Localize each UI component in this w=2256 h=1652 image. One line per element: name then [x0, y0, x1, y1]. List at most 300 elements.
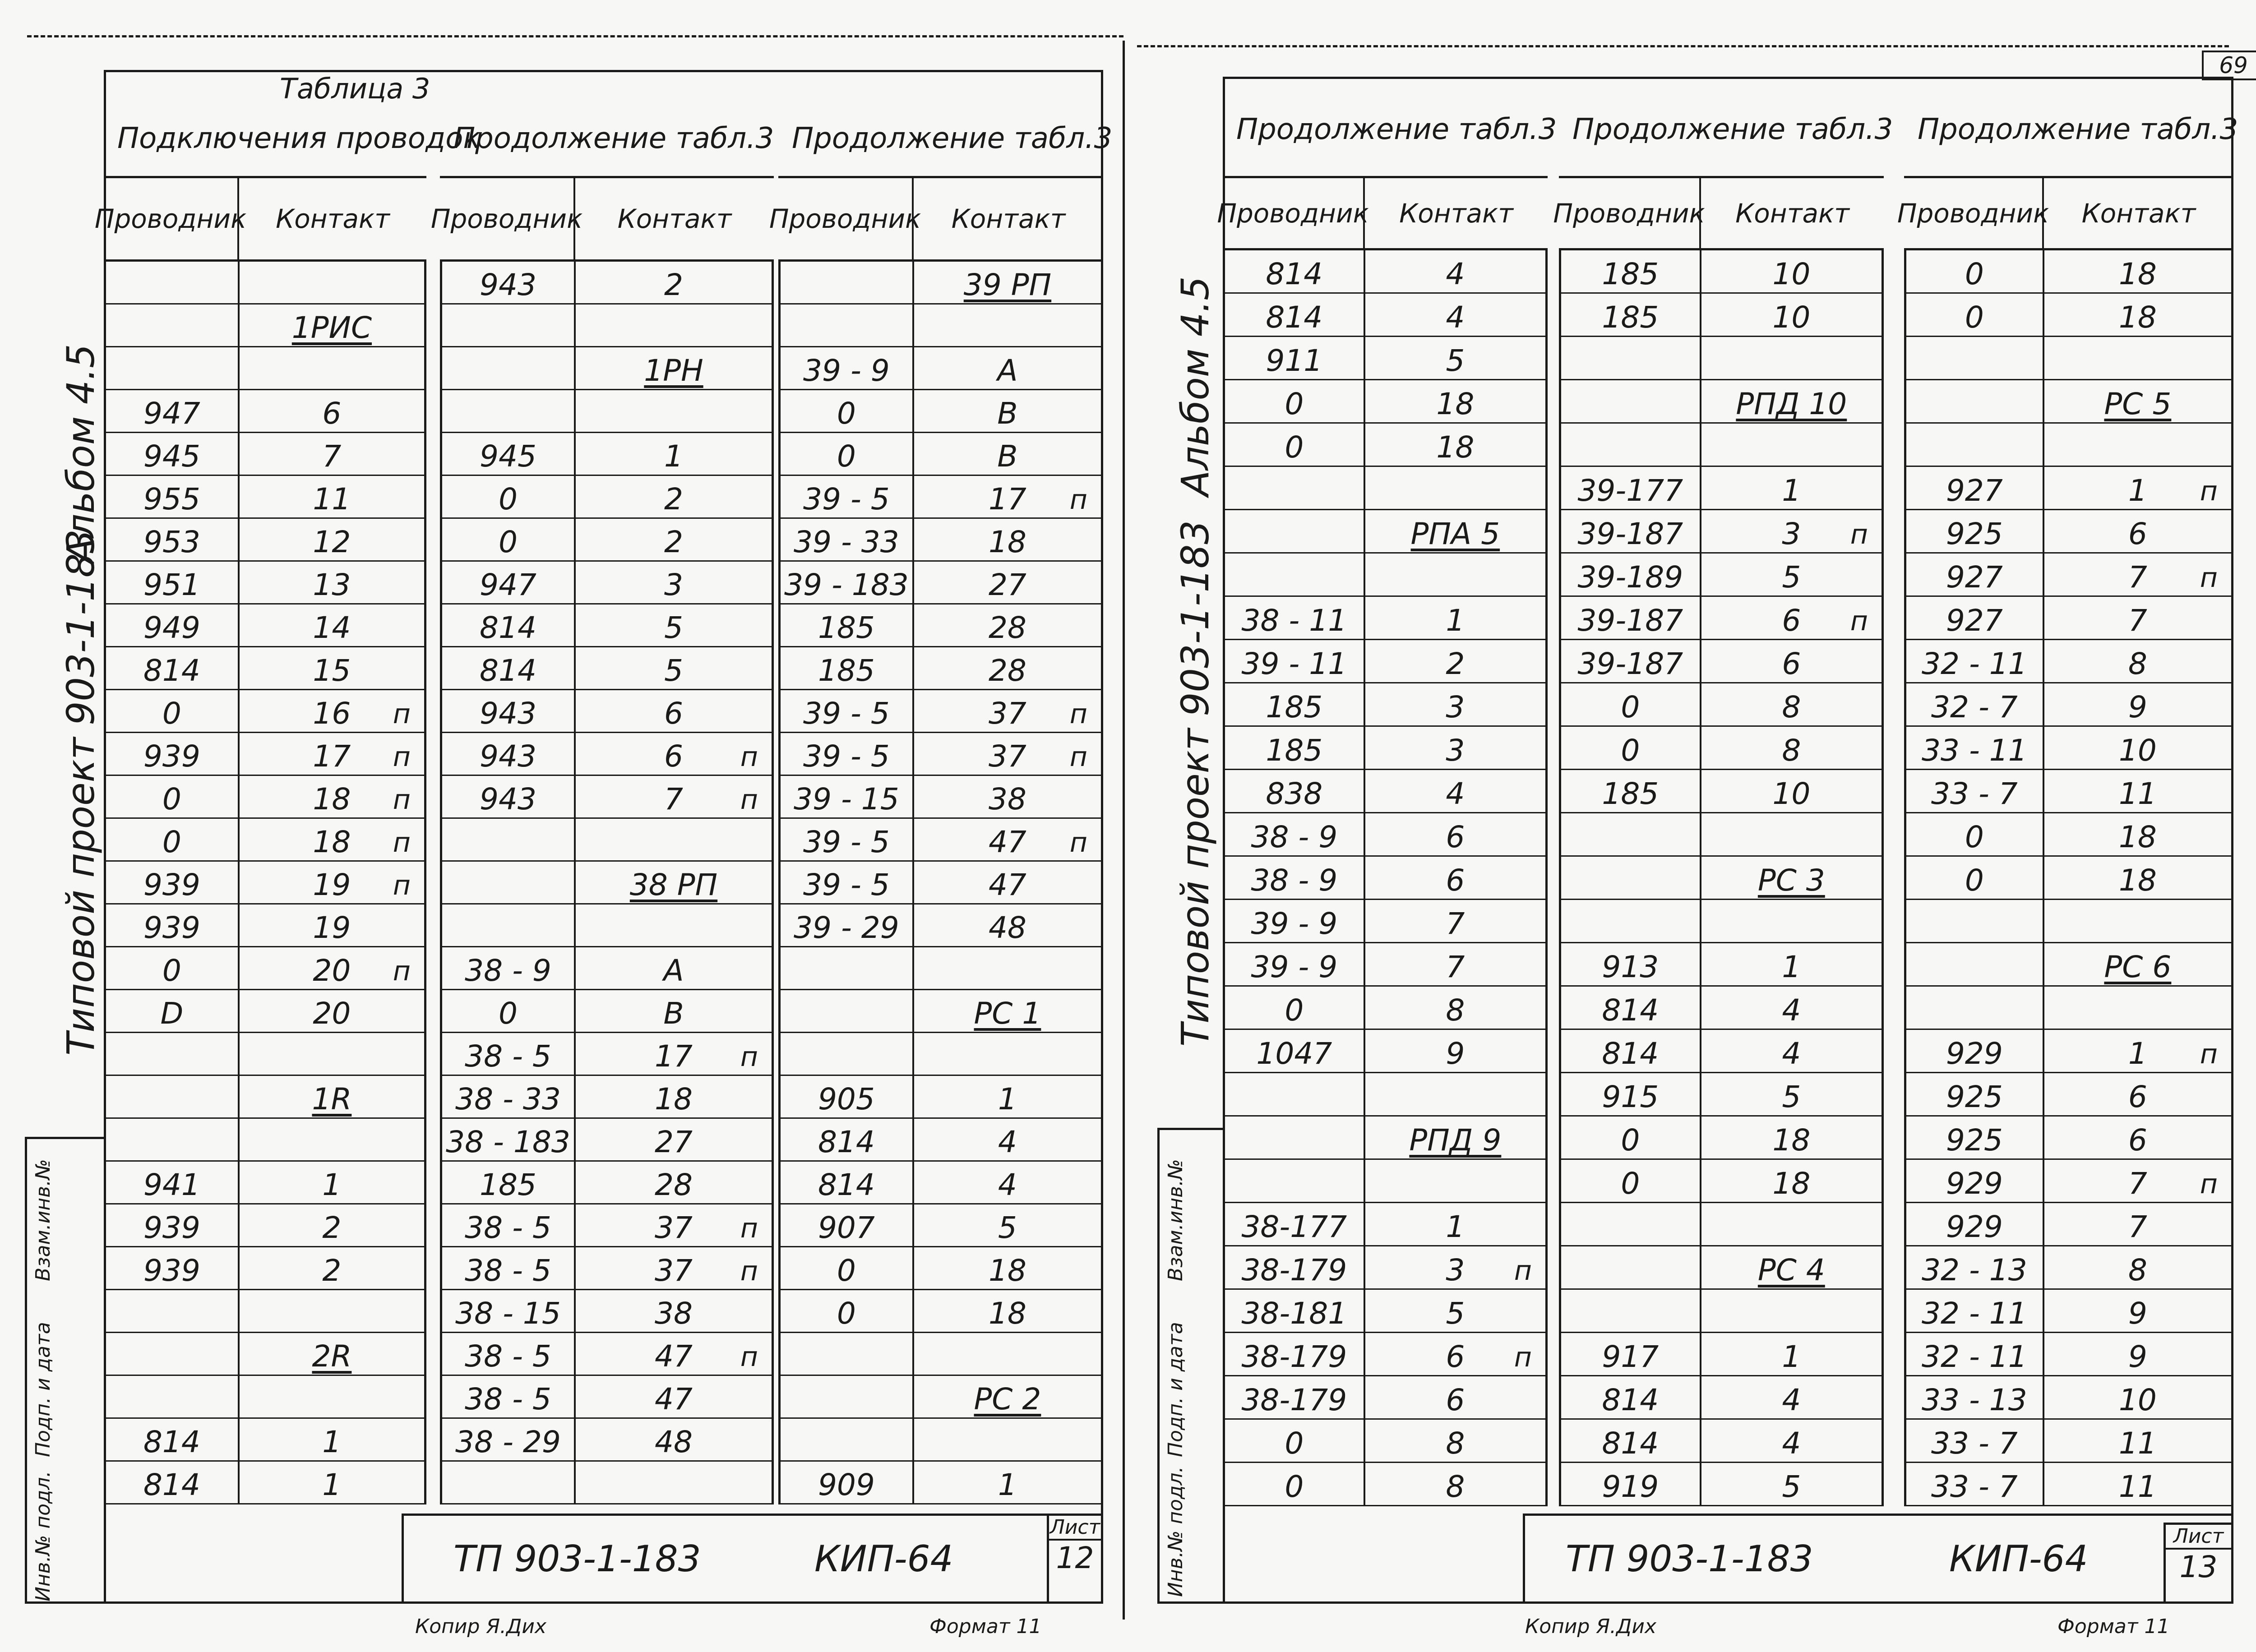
cell-contact-text: 28 — [988, 653, 1026, 688]
cell-contact-text: 9 — [2128, 1296, 2147, 1331]
cell-contact — [1701, 597, 1882, 639]
cell-contact-text: 18 — [313, 825, 351, 859]
cell-flag: п — [393, 784, 411, 816]
cell-contact-text: 6 — [322, 396, 342, 431]
table-row — [1906, 1333, 2231, 1376]
cell-contact — [2044, 510, 2231, 552]
cell-contact-text: 1РН — [644, 353, 703, 388]
side-label-album-right: Альбом 4.5 — [1173, 276, 1217, 496]
cell-contact — [240, 1033, 424, 1075]
table-header — [1217, 176, 1548, 250]
table-row — [781, 1462, 1101, 1504]
table-row — [781, 476, 1101, 519]
cell-conductor — [1225, 1160, 1365, 1202]
cell-flag: п — [1069, 827, 1087, 858]
cell-contact-text: РС 3 — [1757, 863, 1825, 898]
table-header — [1897, 176, 2233, 250]
cell-contact-text: 17 — [988, 482, 1026, 517]
stamp-sign-right: Подп. и дата — [1164, 1322, 1187, 1457]
cell-contact — [576, 1376, 772, 1417]
cell-conductor: 0 — [781, 390, 914, 432]
cell-conductor — [106, 262, 240, 303]
table-row — [781, 862, 1101, 904]
cell-contact — [576, 1033, 772, 1075]
cell-contact — [240, 819, 424, 860]
table-row — [1906, 727, 2231, 770]
cell-conductor: 185 — [1561, 294, 1701, 336]
cell-contact-text: 1 — [1782, 950, 1801, 984]
cell-contact-text: 19 — [313, 868, 351, 902]
cell-conductor: 814 — [781, 1119, 914, 1160]
table-body — [1904, 250, 2233, 1506]
cell-contact — [2044, 727, 2231, 769]
cell-contact — [914, 947, 1101, 989]
table-row — [1225, 294, 1545, 337]
table-row — [1225, 943, 1545, 987]
cell-contact-text: 7 — [2128, 560, 2147, 595]
cell-conductor: 929 — [1906, 1030, 2044, 1072]
cell-contact-text: 47 — [988, 868, 1026, 902]
cell-contact — [240, 1204, 424, 1246]
section-header — [1365, 1117, 1545, 1158]
cell-contact-text: 4 — [1446, 300, 1465, 335]
cell-contact — [1701, 727, 1882, 769]
cell-contact — [914, 690, 1101, 732]
cell-conductor: 945 — [442, 433, 576, 475]
cell-contact — [1701, 467, 1882, 509]
section-header — [240, 1333, 424, 1375]
cell-conductor: 0 — [1561, 683, 1701, 725]
column-header-contact: Контакт — [951, 203, 1066, 234]
table-row — [106, 605, 424, 647]
cell-contact-text: 2 — [664, 525, 683, 559]
cell-contact — [1365, 597, 1545, 639]
cell-contact-text: 7 — [2128, 1166, 2147, 1201]
table-row — [1561, 1420, 1882, 1463]
cell-conductor — [781, 990, 914, 1032]
cell-flag: п — [393, 741, 411, 773]
cell-conductor: 38 - 15 — [442, 1290, 576, 1332]
table-row — [781, 990, 1101, 1033]
cell-conductor — [781, 1376, 914, 1417]
table-row — [442, 1119, 772, 1162]
cell-contact — [240, 347, 424, 389]
cell-contact-text: 8 — [1446, 993, 1465, 1028]
cell-contact — [1701, 294, 1882, 336]
table-row — [442, 1376, 772, 1419]
table-row — [1906, 1376, 2231, 1420]
cell-contact-text: 9 — [1446, 1036, 1465, 1071]
table-row — [1561, 640, 1882, 683]
title-block-mark: КИП-64 — [1949, 1537, 2088, 1580]
footer-copy-left: Копир Я.Дих — [415, 1615, 547, 1638]
table-row — [442, 819, 772, 862]
cell-contact — [1365, 943, 1545, 985]
cell-contact-text: 3 — [664, 568, 683, 602]
cell-conductor: 943 — [442, 690, 576, 732]
cell-contact — [1365, 467, 1545, 509]
cell-contact — [1365, 900, 1545, 942]
cell-contact — [2044, 1073, 2231, 1115]
cell-contact — [1365, 1463, 1545, 1505]
cell-conductor: 943 — [442, 776, 576, 817]
cell-contact-text: 11 — [2118, 1469, 2157, 1504]
table-row — [1225, 380, 1545, 424]
cell-conductor: 0 — [1906, 294, 2044, 336]
cell-conductor: 38-181 — [1225, 1290, 1365, 1332]
cell-conductor — [1906, 424, 2044, 466]
table-row — [1906, 900, 2231, 943]
table-row — [1906, 683, 2231, 727]
cell-contact-text: 1 — [1782, 473, 1801, 508]
cell-contact — [1701, 1203, 1882, 1245]
cell-contact — [576, 690, 772, 732]
cell-contact — [2044, 294, 2231, 336]
cell-contact — [914, 1462, 1101, 1503]
top-border-right — [1137, 45, 2229, 47]
table-row — [781, 690, 1101, 733]
cell-contact-text: 38 — [988, 782, 1026, 817]
cell-contact — [576, 562, 772, 603]
table-header — [94, 176, 426, 262]
cell-contact-text: 11 — [2118, 1426, 2157, 1461]
cell-conductor — [1225, 510, 1365, 552]
cell-contact-text: В — [997, 396, 1018, 431]
cell-contact — [2044, 554, 2231, 595]
cell-contact-text: 37 — [655, 1253, 693, 1288]
cell-contact — [576, 904, 772, 946]
cell-contact — [2044, 1290, 2231, 1332]
table-row — [1225, 1290, 1545, 1333]
table-row — [1906, 813, 2231, 857]
cell-conductor: 0 — [1561, 1117, 1701, 1158]
table-row — [781, 1119, 1101, 1162]
cell-conductor — [1561, 813, 1701, 855]
cell-conductor: 814 — [442, 647, 576, 689]
sheet-number: 12 — [1056, 1541, 1094, 1575]
cell-flag: п — [740, 1213, 758, 1244]
table-row — [781, 1290, 1101, 1333]
cell-conductor — [781, 947, 914, 989]
cell-conductor — [106, 1376, 240, 1417]
cell-contact — [576, 1419, 772, 1460]
cell-conductor: 915 — [1561, 1073, 1701, 1115]
table-row — [106, 1333, 424, 1376]
cell-contact-text: РС 2 — [974, 1382, 1041, 1417]
cell-contact — [1365, 683, 1545, 725]
cell-contact — [914, 1247, 1101, 1289]
table-row — [1561, 424, 1882, 467]
cell-contact — [1701, 1333, 1882, 1375]
cell-contact-text: 47 — [655, 1339, 693, 1374]
table-row — [1225, 1333, 1545, 1376]
cell-contact-text: 28 — [988, 610, 1026, 645]
table-row — [1225, 1376, 1545, 1420]
table-row — [442, 605, 772, 647]
table-row — [1906, 1030, 2231, 1073]
cell-conductor: 39 - 5 — [781, 819, 914, 860]
cell-contact-text: 1 — [1782, 1339, 1801, 1374]
cell-contact-text: 6 — [1782, 646, 1801, 681]
cell-contact — [1365, 987, 1545, 1029]
cell-conductor: 943 — [442, 733, 576, 775]
cell-contact — [576, 1204, 772, 1246]
table-row — [781, 433, 1101, 476]
cell-contact — [576, 1333, 772, 1375]
cell-conductor: 949 — [106, 605, 240, 646]
cell-conductor: 33 - 7 — [1906, 770, 2044, 812]
table-row — [781, 519, 1101, 562]
cell-contact — [1365, 294, 1545, 336]
table-row — [106, 562, 424, 605]
cell-flag: п — [1514, 1255, 1532, 1287]
table-row — [1906, 1160, 2231, 1203]
cell-contact — [914, 562, 1101, 603]
cell-conductor: 32 - 7 — [1906, 683, 2044, 725]
cell-contact — [1701, 813, 1882, 855]
cell-contact — [914, 519, 1101, 560]
cell-contact-text: 8 — [1446, 1426, 1465, 1461]
cell-flag: п — [2200, 1038, 2218, 1070]
cell-conductor: 38 - 5 — [442, 1376, 576, 1417]
cell-contact-text: 6 — [1782, 603, 1801, 638]
cell-contact-text: 18 — [1772, 1123, 1811, 1158]
section-header — [2044, 380, 2231, 422]
cell-contact — [914, 1076, 1101, 1117]
table-row — [781, 1333, 1101, 1376]
table-row — [1906, 380, 2231, 424]
cell-flag: п — [1069, 484, 1087, 516]
cell-contact — [240, 1290, 424, 1332]
cell-contact — [914, 1333, 1101, 1375]
cell-conductor: 0 — [781, 433, 914, 475]
cell-conductor: 185 — [1225, 683, 1365, 725]
cell-contact-text: 2R — [312, 1339, 352, 1374]
section-header — [240, 305, 424, 346]
column-header-conductor: Проводник — [440, 178, 575, 259]
cell-contact — [2044, 337, 2231, 379]
cell-contact-text: 1 — [2128, 473, 2147, 508]
cell-conductor: 941 — [106, 1162, 240, 1203]
cell-contact — [2044, 424, 2231, 466]
table-row — [781, 1204, 1101, 1247]
cell-conductor: 814 — [781, 1162, 914, 1203]
cell-contact — [240, 776, 424, 817]
cell-contact-text: 5 — [664, 610, 683, 645]
cell-contact — [1701, 554, 1882, 595]
cell-contact-text: 18 — [988, 1253, 1026, 1288]
column-header-conductor: Проводник — [104, 178, 239, 259]
table-title: Продолжение табл.3 — [1918, 113, 2238, 146]
cell-contact — [1365, 857, 1545, 899]
cell-conductor: 39 - 11 — [1225, 640, 1365, 682]
column-header-contact: Контакт — [617, 203, 732, 234]
cell-conductor: 0 — [1225, 1420, 1365, 1462]
cell-contact — [576, 305, 772, 346]
cell-conductor — [781, 1333, 914, 1375]
cell-flag: п — [740, 1255, 758, 1287]
table-title: Продолжение табл.3 — [1236, 113, 1557, 146]
cell-contact-text: 4 — [998, 1167, 1017, 1202]
cell-contact-text: 7 — [322, 439, 342, 474]
table-row — [1561, 597, 1882, 640]
cell-contact — [1701, 1376, 1882, 1418]
cell-conductor: 0 — [106, 947, 240, 989]
table-row — [1225, 813, 1545, 857]
section-header — [2044, 943, 2231, 985]
cell-contact-text: 5 — [1446, 1296, 1465, 1331]
cell-flag: п — [393, 870, 411, 901]
table-row — [106, 433, 424, 476]
cell-contact — [914, 776, 1101, 817]
cell-conductor: 185 — [442, 1162, 576, 1203]
cell-contact-text: 7 — [1446, 950, 1465, 984]
table-row — [781, 1033, 1101, 1076]
table-row — [442, 390, 772, 433]
cell-conductor: 38-179 — [1225, 1333, 1365, 1375]
cell-conductor: 185 — [1225, 727, 1365, 769]
cell-contact-text: 6 — [2128, 1123, 2147, 1158]
cell-contact-text: 1 — [322, 1167, 342, 1202]
table-row — [1906, 987, 2231, 1030]
cell-contact — [914, 347, 1101, 389]
cell-conductor — [1906, 380, 2044, 422]
cell-contact-text: 17 — [313, 739, 351, 774]
cell-contact — [1365, 640, 1545, 682]
cell-contact-text: 14 — [313, 610, 351, 645]
cell-conductor: 0 — [442, 990, 576, 1032]
cell-conductor: 38 - 5 — [442, 1033, 576, 1075]
cell-conductor — [1906, 337, 2044, 379]
title-block-code: ТП 903-1-183 — [1566, 1537, 1813, 1580]
table-row — [106, 776, 424, 819]
cell-contact-text: 3 — [1446, 733, 1465, 768]
cell-contact-text: 5 — [998, 1210, 1017, 1245]
column-header-contact: Контакт — [1399, 198, 1513, 229]
table-row — [1906, 597, 2231, 640]
cell-flag: п — [393, 955, 411, 987]
table-row — [442, 1033, 772, 1076]
cell-contact-text: 19 — [313, 910, 351, 945]
cell-conductor — [442, 390, 576, 432]
cell-conductor: 927 — [1906, 597, 2044, 639]
cell-contact — [914, 647, 1101, 689]
table-row — [781, 305, 1101, 347]
cell-contact — [1365, 1246, 1545, 1288]
table-row — [106, 647, 424, 690]
sheet-number: 13 — [2179, 1550, 2218, 1584]
column-header-conductor: Проводник — [1904, 178, 2044, 248]
cell-contact — [2044, 1376, 2231, 1418]
cell-contact — [2044, 813, 2231, 855]
cell-contact — [240, 476, 424, 517]
cell-contact-text: РПД 10 — [1736, 387, 1847, 421]
cell-contact — [576, 819, 772, 860]
table-row — [1561, 770, 1882, 813]
cell-conductor: 38 - 9 — [1225, 813, 1365, 855]
cell-conductor: 951 — [106, 562, 240, 603]
cell-conductor: 0 — [1225, 1463, 1365, 1505]
section-header — [576, 347, 772, 389]
cell-contact-text: 6 — [2128, 1080, 2147, 1114]
cell-contact-text: 4 — [1782, 1036, 1801, 1071]
cell-contact — [1701, 683, 1882, 725]
table-row — [1561, 250, 1882, 294]
table-row — [1561, 1333, 1882, 1376]
table-row — [106, 305, 424, 347]
cell-contact — [576, 1162, 772, 1203]
cell-contact-text: 3 — [1446, 1253, 1465, 1287]
cell-contact-text: А — [663, 953, 684, 988]
cell-conductor: 39-187 — [1561, 510, 1701, 552]
cell-conductor: 905 — [781, 1076, 914, 1117]
cell-conductor: 929 — [1906, 1203, 2044, 1245]
column-header-conductor: Проводник — [778, 178, 914, 259]
page-divider — [1123, 41, 1125, 1620]
section-header — [576, 862, 772, 903]
table-row — [106, 690, 424, 733]
table-row — [1225, 1117, 1545, 1160]
table-row — [1906, 1420, 2231, 1463]
cell-contact-text: РС 6 — [2104, 950, 2172, 984]
table-row — [781, 733, 1101, 776]
cell-conductor — [106, 1033, 240, 1075]
table-row — [442, 305, 772, 347]
cell-conductor: 0 — [1561, 1160, 1701, 1202]
cell-contact-text: 8 — [1446, 1469, 1465, 1504]
title-block-right — [1523, 1514, 2233, 1604]
cell-contact-text: 27 — [988, 568, 1026, 602]
cell-contact-text: 10 — [1772, 257, 1811, 291]
cell-contact-text: 6 — [2128, 517, 2147, 551]
footer-copy-right: Копир Я.Дих — [1525, 1615, 1657, 1638]
cell-contact-text: 7 — [2128, 603, 2147, 638]
cell-conductor: 814 — [1561, 1376, 1701, 1418]
table-row — [106, 990, 424, 1033]
table-row — [442, 776, 772, 819]
cell-contact-text: 48 — [655, 1425, 693, 1459]
cell-conductor — [106, 1333, 240, 1375]
cell-contact — [2044, 250, 2231, 292]
table-row — [442, 1419, 772, 1462]
table-row — [106, 733, 424, 776]
cell-contact — [1365, 770, 1545, 812]
cell-conductor: 911 — [1225, 337, 1365, 379]
cell-conductor: 0 — [1225, 424, 1365, 466]
section-header — [914, 262, 1101, 303]
cell-flag: п — [2200, 475, 2218, 507]
cell-contact — [576, 433, 772, 475]
cell-flag: п — [1850, 519, 1868, 550]
cell-contact-text: 18 — [2118, 300, 2157, 335]
cell-conductor: 917 — [1561, 1333, 1701, 1375]
cell-conductor: 953 — [106, 519, 240, 560]
cell-contact — [2044, 987, 2231, 1029]
cell-contact — [914, 390, 1101, 432]
cell-contact — [1701, 987, 1882, 1029]
cell-conductor — [1225, 1073, 1365, 1115]
cell-contact-text: 37 — [988, 739, 1026, 774]
cell-flag: п — [1069, 698, 1087, 730]
table-row — [1561, 510, 1882, 554]
cell-contact-text: 39 РП — [963, 268, 1052, 302]
cell-conductor — [1561, 1203, 1701, 1245]
cell-contact — [914, 476, 1101, 517]
cell-conductor: 39-187 — [1561, 597, 1701, 639]
cell-conductor: D — [106, 990, 240, 1032]
cell-contact — [914, 1033, 1101, 1075]
cell-conductor — [1561, 424, 1701, 466]
